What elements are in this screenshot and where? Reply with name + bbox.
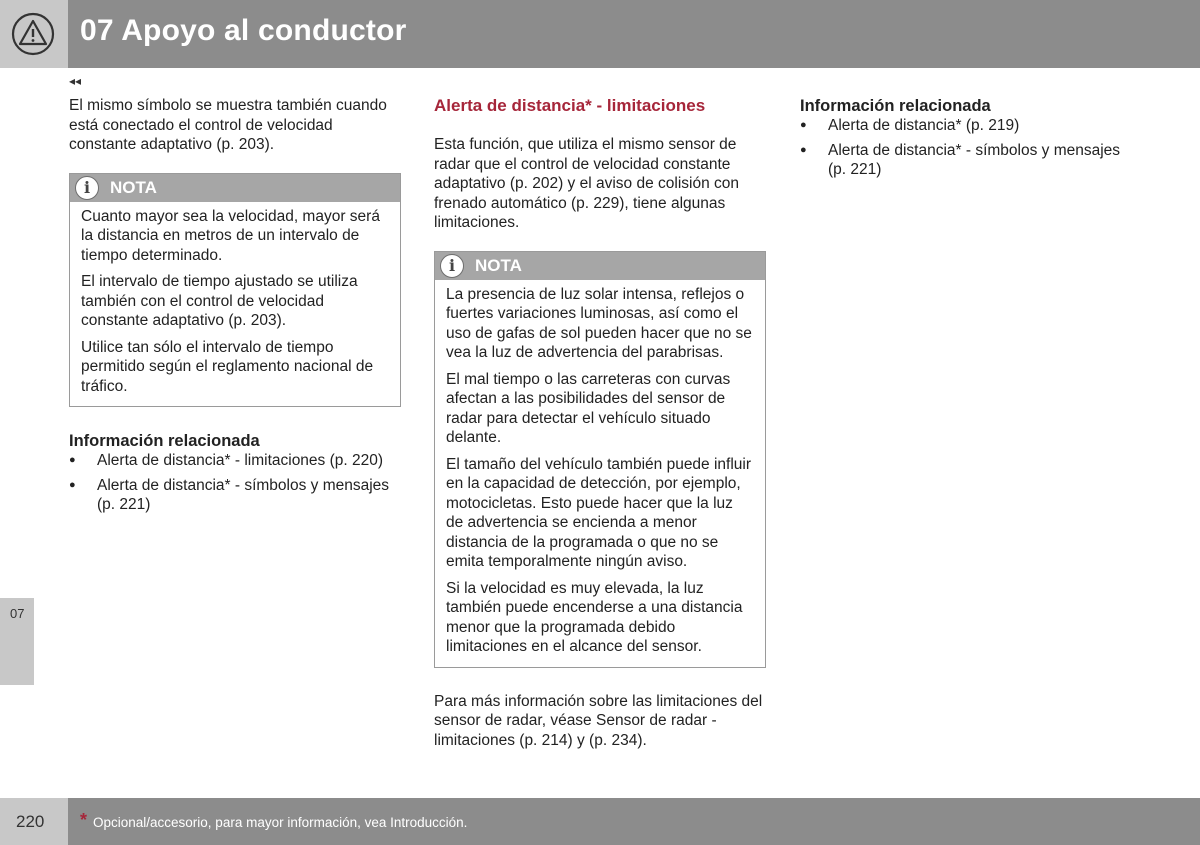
footnote-star: * [80, 810, 88, 830]
note-box [69, 173, 401, 408]
section-heading: Alerta de distancia* - limitaciones [434, 96, 706, 115]
related-link-simbolos[interactable]: ● Alerta de distancia* - símbolos y mensajes (p. 221) [800, 141, 1130, 180]
page-number: 220 [16, 812, 45, 831]
header-icon-box [0, 0, 68, 68]
column-1 [69, 96, 401, 520]
info-icon: i [440, 254, 464, 278]
column-2 [434, 96, 766, 750]
note-body [435, 280, 765, 667]
page-footer [68, 798, 1200, 845]
intro-paragraph: El mismo símbolo se muestra también cuando está conectado el control de velocidad constante adaptativo (p. 203). [69, 97, 387, 153]
note-body [70, 202, 400, 407]
note-title: NOTA [110, 177, 157, 197]
outro-paragraph: Para más información sobre las limitaciones del sensor de radar, véase Sensor de radar - limitaciones (p. 214) y (p. 234). [434, 692, 763, 749]
note-box [434, 251, 766, 668]
note-paragraph: El mal tiempo o las carreteras con curvas afectan a las posibilidades del sensor de radar para detectar el vehículo situado delante. [446, 370, 731, 446]
note-paragraph: Cuanto mayor sea la velocidad, mayor será la distancia en metros de un intervalo de tiempo determinado. [81, 207, 380, 264]
info-icon: i [75, 176, 99, 200]
related-heading: Información relacionada [800, 97, 991, 115]
note-header [70, 174, 400, 202]
note-header [435, 252, 765, 280]
related-link-limitaciones[interactable]: ● Alerta de distancia* - limitaciones (p. 220) [69, 451, 401, 471]
page-number-box [0, 798, 68, 845]
chapter-title: 07 Apoyo al conductor [80, 14, 407, 47]
continuation-marker: ◂◂ [69, 74, 82, 88]
related-link-alerta[interactable]: ● Alerta de distancia* (p. 219) [800, 116, 1130, 136]
note-paragraph: La presencia de luz solar intensa, reflejos o fuertes variaciones luminosas, así como el uso de gafas de sol pueden hacer que no se vea la luz de advertencia del parabrisas. [446, 285, 752, 361]
related-heading: Información relacionada [69, 432, 260, 450]
related-list [69, 451, 401, 515]
note-paragraph: El tamaño del vehículo también puede influir en la capacidad de detección, por ejemplo, motocicletas. Esto puede hacer que la luz de advertencia se encienda a menor distancia de la programada o que no se emita temporalmente ningún aviso. [446, 455, 752, 570]
note-paragraph: Si la velocidad es muy elevada, la luz también puede encenderse a una distancia menor que la programada debido limitaciones en el alcance del sensor. [446, 579, 743, 655]
warning-triangle-icon [11, 12, 55, 56]
note-title: NOTA [475, 255, 522, 275]
note-paragraph: Utilice tan sólo el intervalo de tiempo permitido según el reglamento nacional de tráfico. [81, 338, 374, 395]
footnote-text: Opcional/accesorio, para mayor información, vea Introducción. [93, 815, 468, 830]
chapter-tab-label: 07 [10, 606, 25, 621]
note-paragraph: El intervalo de tiempo ajustado se utiliza también con el control de velocidad constante adaptativo (p. 203). [81, 273, 358, 329]
intro-paragraph: Esta función, que utiliza el mismo sensor de radar que el control de velocidad constante adaptativo (p. 202) y el aviso de colisión con frenado automático (p. 229), tiene algunas limitaciones. [434, 136, 740, 231]
page-header [0, 0, 1200, 68]
column-3 [800, 96, 1130, 185]
chapter-side-tab [0, 598, 34, 685]
related-link-simbolos[interactable]: ● Alerta de distancia* - símbolos y mensajes (p. 221) [69, 476, 401, 515]
related-list [800, 116, 1130, 180]
